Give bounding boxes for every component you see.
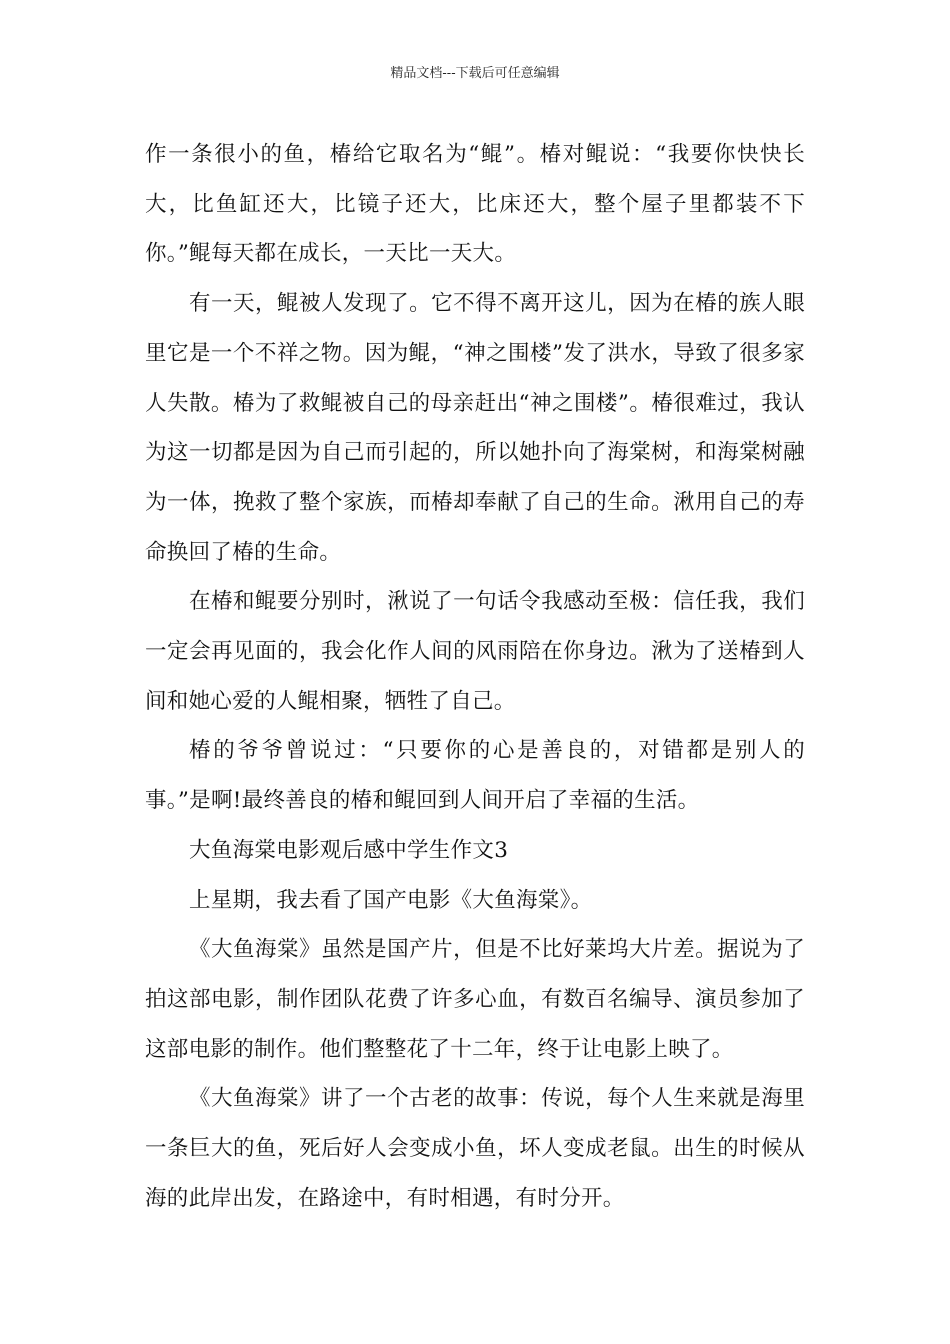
- paragraph-3: 在椿和鲲要分别时，湫说了一句话令我感动至极：信任我，我们一定会再见面的，我会化作人间的风雨陪在你身边。湫为了送椿到人间和她心爱的人鲲相聚，牺牲了自己。: [145, 589, 805, 714]
- paragraph-7: 《大鱼海棠》讲了一个古老的故事：传说，每个人生来就是海里一条巨大的鱼，死后好人会变成小鱼，坏人变成老鼠。出生的时候从海的此岸出发，在路途中，有时相遇，有时分开。: [145, 1086, 805, 1211]
- section-heading: 大鱼海棠电影观后感中学生作文3: [189, 837, 509, 863]
- document-body: [145, 130, 805, 1223]
- paragraph-1: 作一条很小的鱼，椿给它取名为“鲲”。椿对鲲说：“我要你快快长大，比鱼缸还大，比镜子还大，比床还大，整个屋子里都装不下你。”鲲每天都在成长，一天比一天大。: [145, 142, 805, 267]
- paragraph-4: 椿的爷爷曾说过：“只要你的心是善良的，对错都是别人的事。”是啊!最终善良的椿和鲲回到人间开启了幸福的生活。: [145, 738, 805, 814]
- paragraph-6: 《大鱼海棠》虽然是国产片，但是不比好莱坞大片差。据说为了拍这部电影，制作团队花费了许多心血，有数百名编导、演员参加了这部电影的制作。他们整整花了十二年，终于让电影上映了。: [145, 937, 805, 1062]
- page-header: 精品文档---下载后可任意编辑: [390, 66, 560, 81]
- paragraph-5: 上星期，我去看了国产电影《大鱼海棠》。: [189, 887, 593, 913]
- paragraph-2: 有一天，鲲被人发现了。它不得不离开这儿，因为在椿的族人眼里它是一个不祥之物。因为鲲，“神之围楼”发了洪水，导致了很多家人失散。椿为了救鲲被自己的母亲赶出“神之围楼”。椿很难过，我认为这一切都是因为自己而引起的，所以她扑向了海棠树，和海棠树融为一体，挽救了整个家族，而椿却奉献了自己的生命。湫用自己的寿命换回了椿的生命。: [145, 291, 805, 565]
